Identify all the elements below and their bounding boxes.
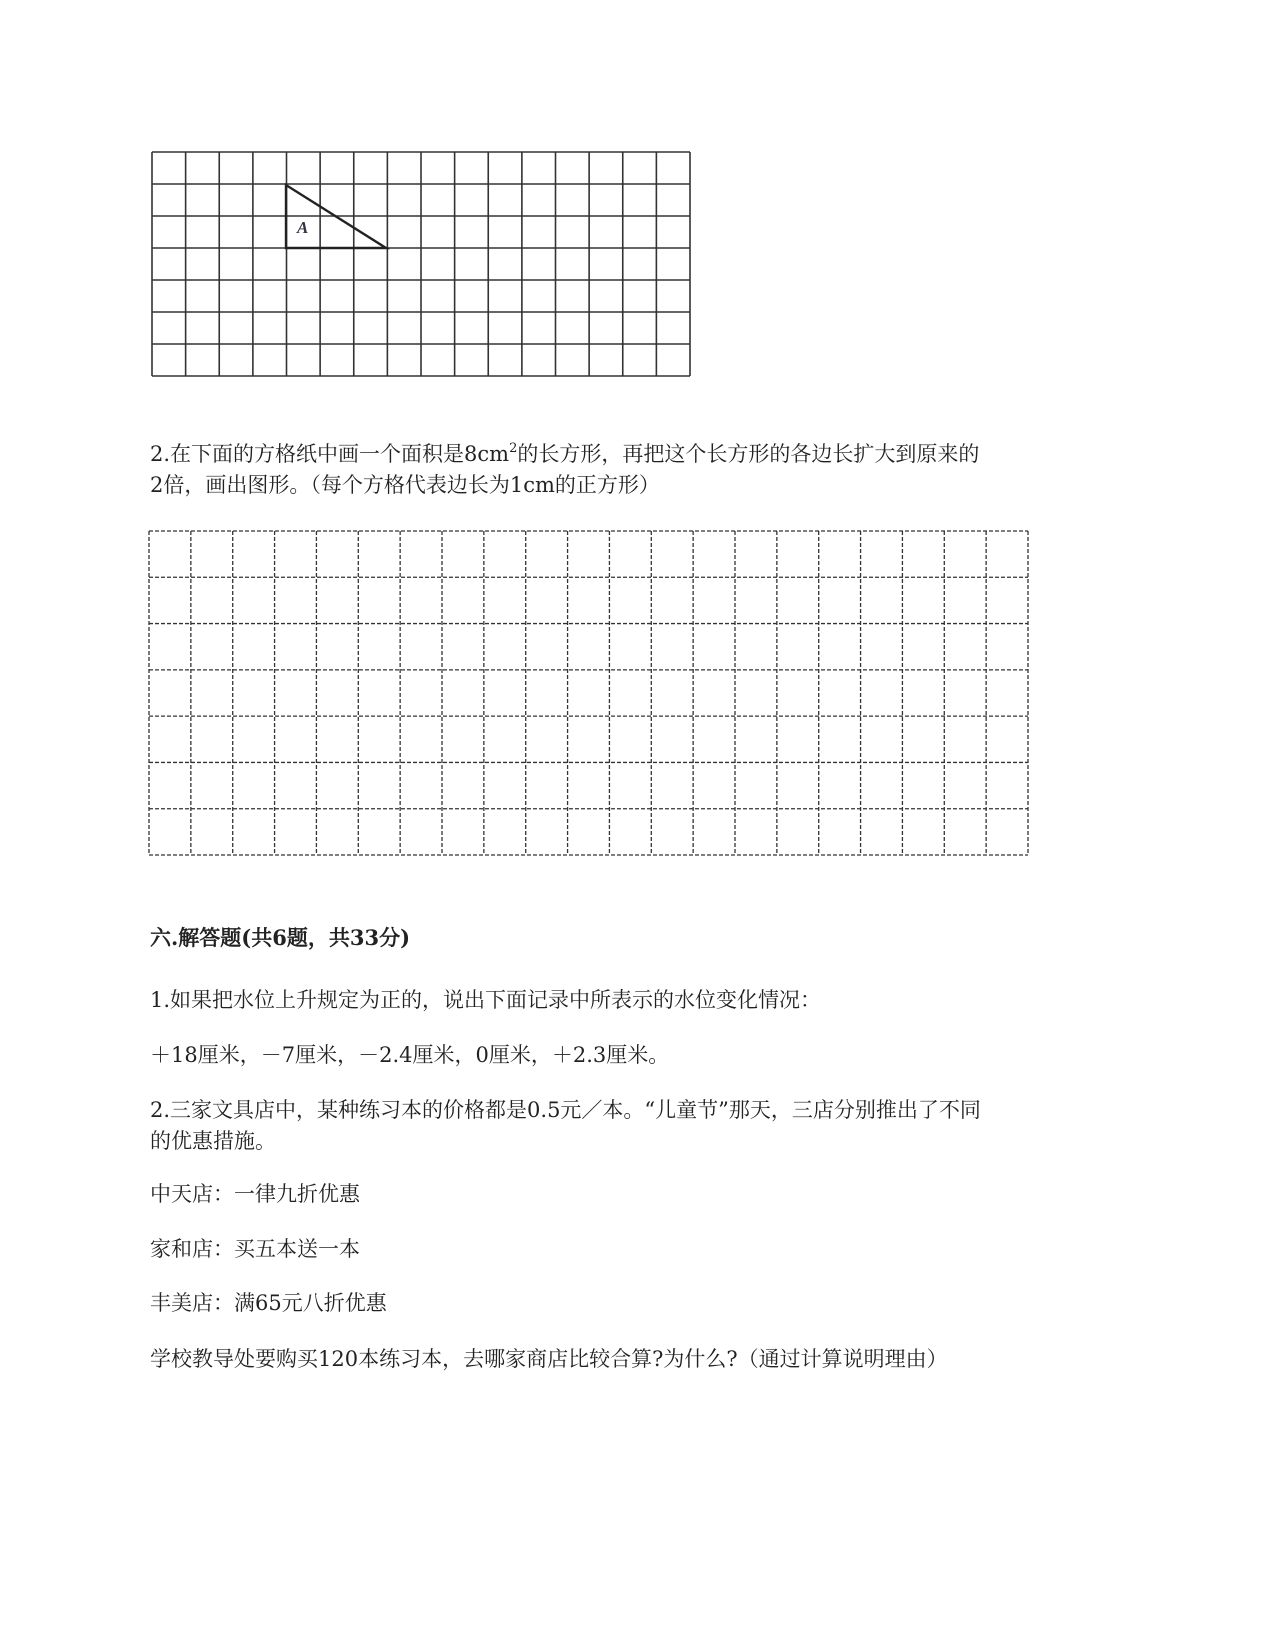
q1-line1: 1.如果把水位上升规定为正的，说出下面记录中所表示的水位变化情况： bbox=[150, 988, 822, 1012]
store-zhongtian: 中天店：一律九折优惠 bbox=[150, 1182, 360, 1206]
section-heading: 六.解答题(共6题，共33分) bbox=[150, 925, 411, 950]
q2-line2: 2倍，画出图形。（每个方格代表边长为1cm的正方形） bbox=[150, 473, 660, 497]
triangle-label: A bbox=[297, 218, 309, 237]
dashed-grid-lines bbox=[149, 531, 1028, 855]
q2-text-line1: 2.三家文具店中，某种练习本的价格都是0.5元／本。“儿童节”那天，三店分别推出了不同 bbox=[150, 1098, 981, 1122]
grid-lines bbox=[152, 152, 690, 376]
q1-line2: ＋18厘米，－7厘米，－2.4厘米，0厘米，＋2.3厘米。 bbox=[150, 1043, 670, 1067]
dashed-grid bbox=[147, 529, 1031, 859]
store-fengmei: 丰美店：满65元八折优惠 bbox=[150, 1291, 387, 1315]
triangle-grid-figure bbox=[150, 150, 692, 380]
purchase-question: 学校教导处要购买120本练习本，去哪家商店比较合算?为什么?（通过计算说明理由） bbox=[150, 1347, 948, 1371]
store-jiahe: 家和店：买五本送一本 bbox=[150, 1237, 360, 1261]
q2-line1: 2.在下面的方格纸中画一个面积是$8cm^2$的长方形，再把这个长方形的各边长扩大到原来的 bbox=[150, 441, 980, 466]
q2-text-line2: 的优惠措施。 bbox=[150, 1129, 276, 1153]
